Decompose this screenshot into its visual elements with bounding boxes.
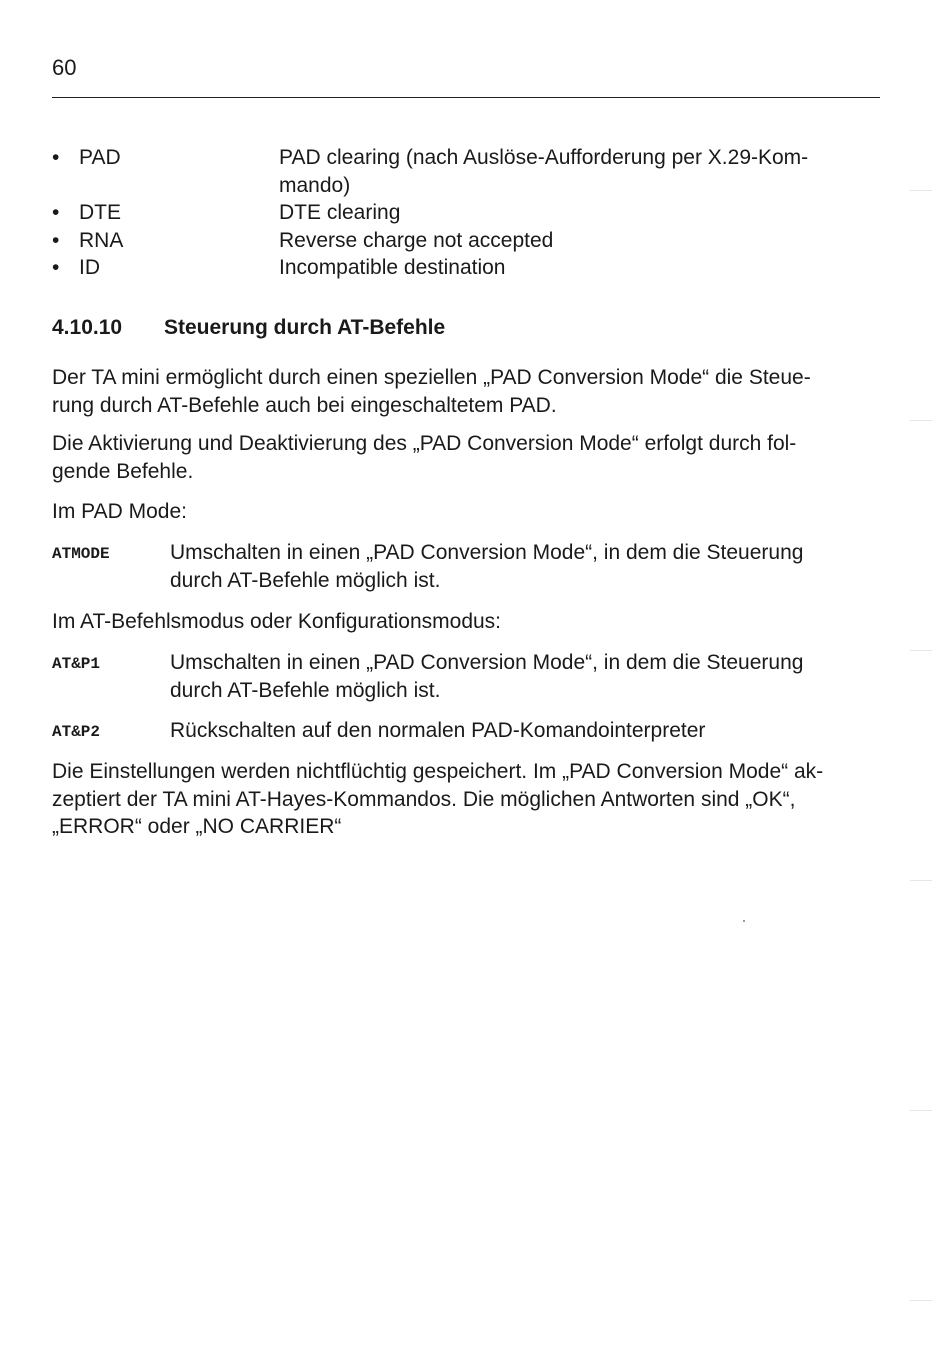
command-entry — [52, 717, 882, 747]
definition-description: Incompatible destination — [279, 256, 506, 279]
command-code: AT&P1 — [52, 655, 101, 673]
definition-term: ID — [79, 256, 100, 279]
command-description: Umschalten in einen „PAD Conversion Mode“, in dem die Steuerung durch AT-Befehle möglich ist. — [170, 541, 804, 592]
paragraph: Die Einstellungen werden nichtflüchtig gespeichert. Im „PAD Conversion Mode“ ak- zeptiert der TA mini AT-Hayes-Kommandos. Die möglichen Antworten sind „OK“, „ERROR“ oder „NO CARRIER“ — [52, 760, 824, 838]
definition-term: DTE — [79, 201, 121, 224]
command-entry — [52, 539, 882, 594]
edge-mark — [910, 190, 932, 191]
edge-mark — [910, 420, 932, 421]
section-title: Steuerung durch AT-Befehle — [164, 316, 446, 339]
paragraph: Der TA mini ermöglicht durch einen speziellen „PAD Conversion Mode“ die Steue- rung durch AT-Befehle auch bei eingeschaltetem PAD. — [52, 366, 811, 417]
bullet-icon: • — [52, 256, 60, 279]
section-number: 4.10.10 — [52, 316, 123, 339]
edge-mark — [910, 880, 932, 881]
header-rule — [52, 97, 880, 98]
edge-mark — [910, 1110, 932, 1111]
definition-item — [52, 144, 882, 199]
command-description: Rückschalten auf den normalen PAD-Komandointerpreter — [170, 719, 706, 742]
command-description: Umschalten in einen „PAD Conversion Mode“, in dem die Steuerung durch AT-Befehle möglich ist. — [170, 651, 804, 702]
definition-term: PAD — [79, 146, 121, 169]
definition-description: DTE clearing — [279, 201, 401, 224]
bullet-icon: • — [52, 201, 60, 224]
edge-mark — [910, 1300, 932, 1301]
definition-description: Reverse charge not accepted — [279, 228, 554, 252]
command-code: AT&P2 — [52, 723, 101, 741]
command-code: ATMODE — [52, 545, 110, 563]
definition-item — [52, 199, 882, 227]
bullet-icon: • — [52, 228, 60, 252]
paragraph: Im AT-Befehlsmodus oder Konfigurationsmodus: — [52, 610, 502, 633]
definition-description: PAD clearing (nach Auslöse-Aufforderung per X.29-Kom- mando) — [279, 146, 809, 197]
command-entry — [52, 649, 882, 704]
definition-item — [52, 254, 882, 282]
scan-artifact — [743, 920, 745, 922]
paragraph: Im PAD Mode: — [52, 500, 187, 523]
definition-term: RNA — [79, 228, 124, 252]
section-heading — [52, 316, 445, 340]
edge-mark — [910, 650, 932, 651]
paragraph: Die Aktivierung und Deaktivierung des „PAD Conversion Mode“ erfolgt durch fol- gende Befehle. — [52, 432, 797, 483]
definition-list — [52, 144, 882, 282]
definition-item — [52, 227, 882, 255]
bullet-icon: • — [52, 146, 60, 169]
page-number: 60 — [52, 55, 77, 80]
